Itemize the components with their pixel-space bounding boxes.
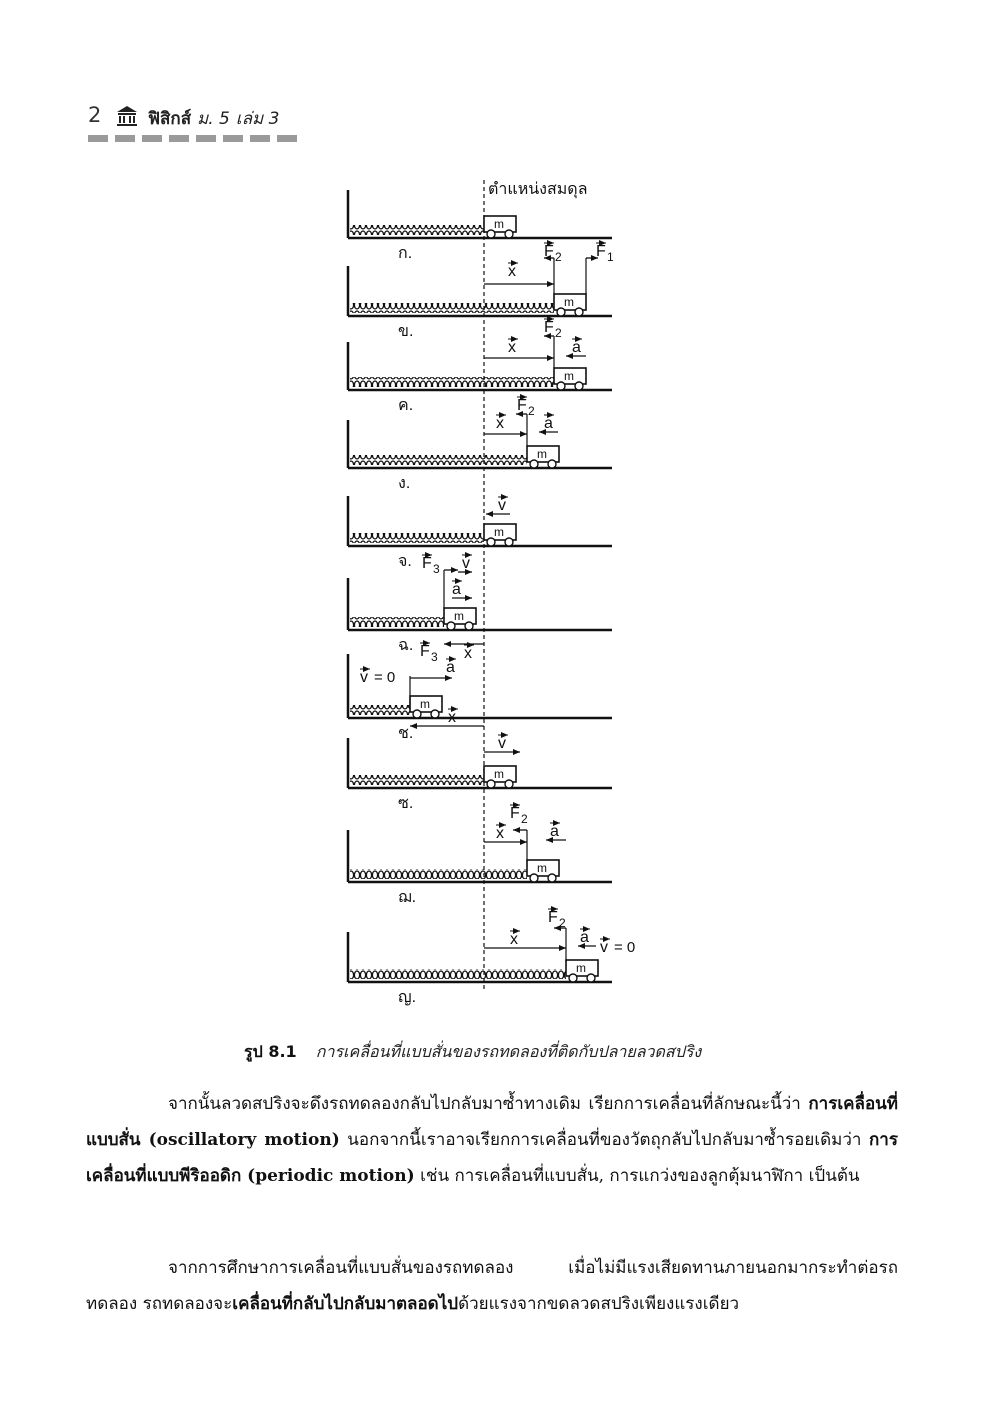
p9-a-label: a xyxy=(550,823,559,840)
museum-icon xyxy=(116,105,138,127)
panel-2-wheel-right xyxy=(575,308,583,316)
panel-5-wheel-right xyxy=(505,538,513,546)
panel-3-wheel-left xyxy=(557,382,565,390)
panel-1-wheel-left xyxy=(487,230,495,238)
p3-a-label: a xyxy=(572,339,581,356)
panel-4-label: ง. xyxy=(398,475,411,492)
panel-7-mass-label: m xyxy=(420,697,430,711)
p7-v-label: v xyxy=(360,669,368,686)
p2-f1-label-subscript: 1 xyxy=(607,250,614,264)
p9-x-label: x xyxy=(496,825,504,842)
panel-7-label: ช. xyxy=(398,725,414,742)
panel-9-spring xyxy=(350,869,527,879)
panel-3-spring xyxy=(350,377,554,387)
panel-4-mass-label: m xyxy=(537,447,547,461)
panel-1-wheel-right xyxy=(505,230,513,238)
p9-f2-label: F xyxy=(510,805,520,822)
panel-10-spring xyxy=(350,969,566,979)
p10-v-zero: = 0 xyxy=(614,939,636,956)
paragraph-1: จากนั้นลวดสปริงจะดึงรถทดลองกลับไปกลับมาซ้ำทางเดิม เรียกการเคลื่อนที่ลักษณะนี้ว่า การเคลื่อนที่แบบสั่น (oscillatory motion) นอกจากนี้เราอาจเรียกการเคลื่อนที่ของวัตถุกลับไปกลับมาซ้ำรอยเดิมว่า การเคลื่อนที่แบบพีริออดิก (periodic motion) เช่น การเคลื่อนที่แบบสั่น, การแกว่งของลูกตุ้มนาฬิกา เป็นต้น xyxy=(86,1094,898,1186)
panel-2-spring xyxy=(350,303,554,313)
p2-f2-label: F xyxy=(544,243,554,260)
p2-f2-label-subscript: 2 xyxy=(555,250,562,264)
p10-x-label: x xyxy=(510,931,518,948)
caption-text: การเคลื่อนที่แบบสั่นของรถทดลองที่ติดกับปลายลวดสปริง xyxy=(315,1042,702,1061)
panel-10-mass-label: m xyxy=(576,961,586,975)
panel-7-spring xyxy=(350,705,410,715)
p4-x-label: x xyxy=(496,415,504,432)
book-volume: เล่ม 3 xyxy=(235,109,280,129)
p4-f2-label: F xyxy=(517,397,527,414)
panel-9-wheel-left xyxy=(530,874,538,882)
panel-3-wheel-right xyxy=(575,382,583,390)
p6-f3-label: F xyxy=(422,555,432,572)
panel-3-label: ค. xyxy=(398,397,414,414)
paragraph-2: จากการศึกษาการเคลื่อนที่แบบสั่นของรถทดลอง เมื่อไม่มีแรงเสียดทานภายนอกมากระทำต่อรถทดลอง รถทดลองจะเคลื่อนที่กลับไปกลับมาตลอดไปด้วยแรงจากขดลวดสปริงเพียงแรงเดียว xyxy=(86,1258,898,1314)
p2-x-label: x xyxy=(508,263,516,280)
p4-f2-label-subscript: 2 xyxy=(528,404,535,418)
panel-6-wheel-left xyxy=(447,622,455,630)
header-dash-bar xyxy=(88,135,300,142)
panel-2-mass-label: m xyxy=(564,295,574,309)
caption-label: รูป 8.1 xyxy=(244,1042,297,1061)
p3-x-label: x xyxy=(508,339,516,356)
page-number: 2 xyxy=(88,103,102,127)
panels xyxy=(348,190,635,1006)
panel-9-label: ฌ. xyxy=(398,889,417,906)
panel-4-wheel-left xyxy=(530,460,538,468)
p10-a-label: a xyxy=(580,929,589,946)
panel-8-wheel-right xyxy=(505,780,513,788)
p3-f2-label-subscript: 2 xyxy=(555,326,562,340)
book-title xyxy=(148,105,279,132)
panel-3-mass-label: m xyxy=(564,369,574,383)
panel-5-label: จ. xyxy=(398,553,412,570)
panel-9-wheel-right xyxy=(548,874,556,882)
p10-v-label: v xyxy=(600,939,608,956)
oscillation-figure xyxy=(330,170,660,1020)
p6-v-label: v xyxy=(462,555,470,572)
p10-f2-label: F xyxy=(548,909,558,926)
p3-f2-label: F xyxy=(544,319,554,336)
panel-5-wheel-left xyxy=(487,538,495,546)
panel-10-wheel-right xyxy=(587,974,595,982)
panel-6-spring xyxy=(350,617,444,627)
p6-x-label: x xyxy=(464,645,472,662)
p10-f2-label-subscript: 2 xyxy=(559,916,566,930)
p7-v-zero: = 0 xyxy=(374,669,396,686)
panel-10-wheel-left xyxy=(569,974,577,982)
p7-a-label: a xyxy=(446,659,455,676)
panel-6-mass-label: m xyxy=(454,609,464,623)
panel-1-label: ก. xyxy=(398,245,413,262)
panel-5-spring xyxy=(350,533,484,543)
p4-a-label: a xyxy=(544,415,553,432)
panel-8-label: ซ. xyxy=(398,795,414,812)
page-header xyxy=(88,103,388,143)
p7-f3-label: F xyxy=(420,643,430,660)
p2-f1-label: F xyxy=(596,243,606,260)
p6-f3-label-subscript: 3 xyxy=(433,562,440,576)
panel-1-mass-label: m xyxy=(494,217,504,231)
equilibrium-label: ตำแหน่งสมดุล xyxy=(488,181,588,198)
p5-v-label: v xyxy=(498,497,506,514)
panel-6-label: ฉ. xyxy=(398,637,414,654)
book-subject: ฟิสิกส์ xyxy=(148,109,192,129)
book-level-prefix: ม. 5 xyxy=(197,109,230,129)
panel-2-label: ข. xyxy=(398,323,414,340)
p7-x-label: x xyxy=(448,709,456,726)
panel-4-spring xyxy=(350,455,527,465)
panel-6-wheel-right xyxy=(465,622,473,630)
panel-1-spring xyxy=(350,225,484,235)
panel-9-mass-label: m xyxy=(537,861,547,875)
panel-8-mass-label: m xyxy=(494,767,504,781)
panel-8-spring xyxy=(350,775,484,785)
panel-2-wheel-left xyxy=(557,308,565,316)
p6-a-label: a xyxy=(452,581,461,598)
panel-4-wheel-right xyxy=(548,460,556,468)
p7-f3-label-subscript: 3 xyxy=(431,650,438,664)
panel-5-mass-label: m xyxy=(494,525,504,539)
panel-10-label: ญ. xyxy=(398,989,417,1006)
panel-7-wheel-right xyxy=(431,710,439,718)
p8-v-label: v xyxy=(498,735,506,752)
panel-8-wheel-left xyxy=(487,780,495,788)
figure-caption xyxy=(244,1040,701,1065)
p9-f2-label-subscript: 2 xyxy=(521,812,528,826)
panel-7-wheel-left xyxy=(413,710,421,718)
